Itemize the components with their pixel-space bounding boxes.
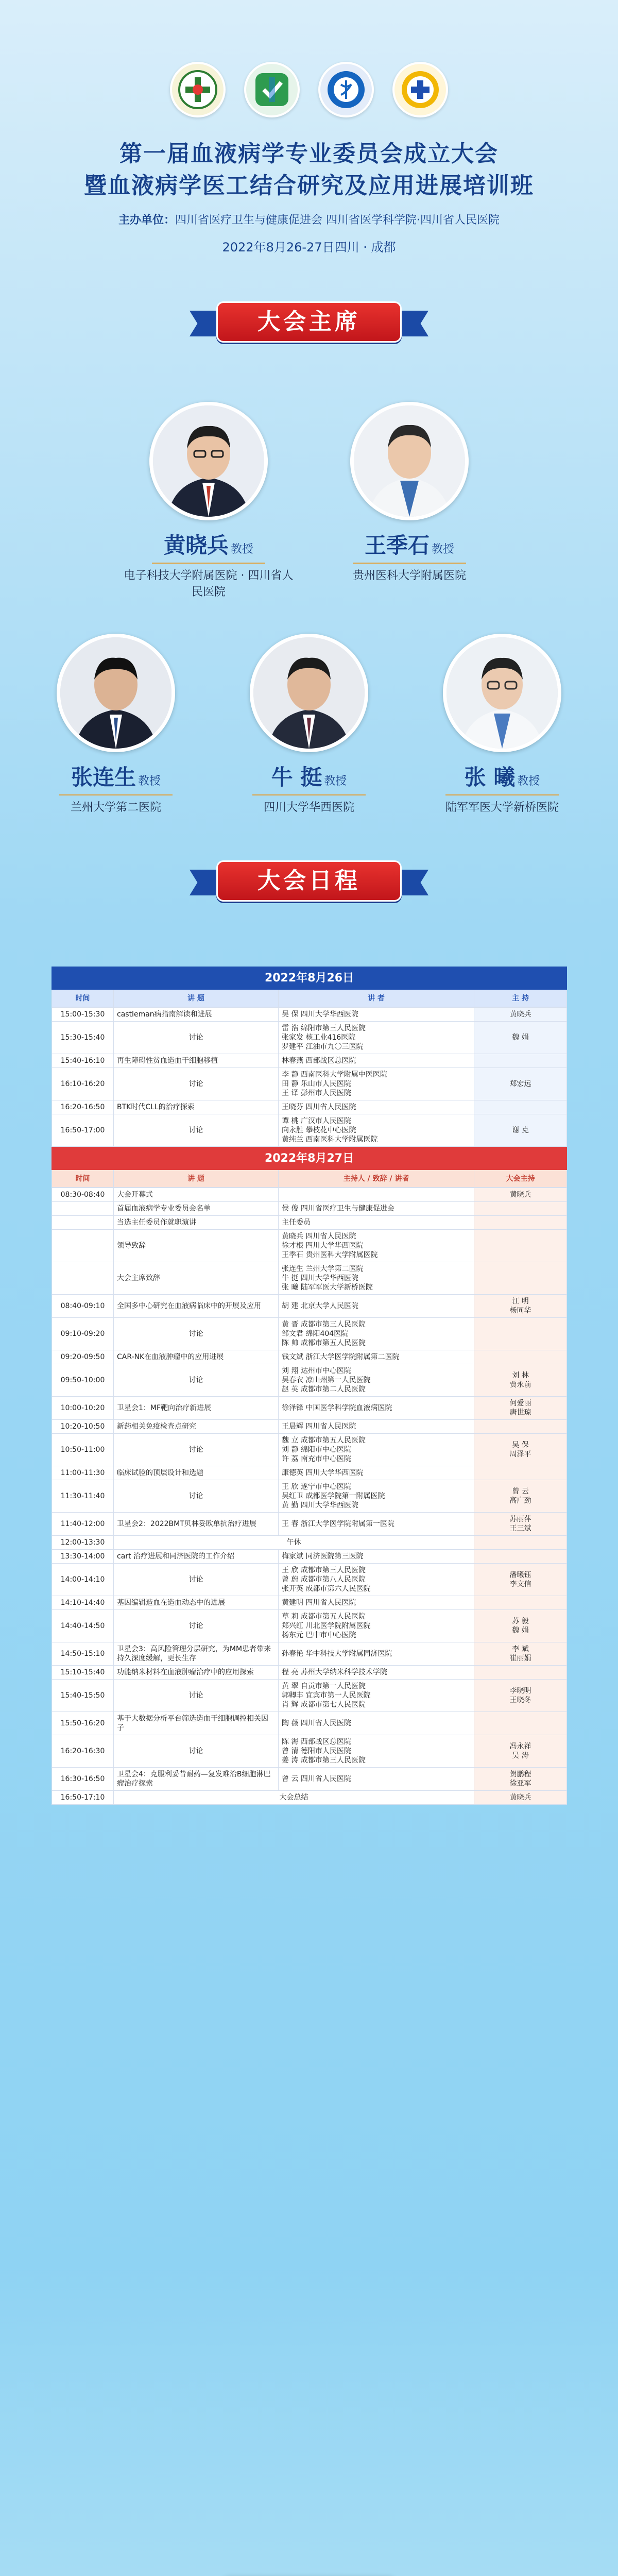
host-cell [474, 1536, 567, 1550]
chair-name: 张连生 [71, 765, 136, 790]
time-cell: 16:10-16:20 [52, 1068, 114, 1100]
host-cell: 冯永祥 吴 涛 [474, 1735, 567, 1768]
host-cell: 郑宏远 [474, 1068, 567, 1100]
day2-title: 2022年8月27日 [52, 1147, 567, 1170]
medical-society-logo-icon [318, 62, 374, 117]
chair-name: 王季石 [364, 533, 430, 558]
host-cell [474, 1230, 567, 1262]
schedule-section-banner [216, 860, 402, 902]
topic-cell: 卫星会4：克服利妥昔耐药—复发难治B细胞淋巴瘤治疗探索 [114, 1768, 279, 1791]
day2-column-headers [52, 1170, 567, 1188]
speaker-cell: 草 莉 成都市第五人民医院 郑兴红 川北医学院附属医院 杨东元 巴中市中心医院 [279, 1610, 474, 1642]
speaker-cell: 李 静 西南医科大学附属中医医院 田 静 乐山市人民医院 王 译 彭州市人民医院 [279, 1068, 474, 1100]
speaker-cell: 吴 保 四川大学华西医院 [279, 1008, 474, 1022]
chair-role: 教授 [517, 775, 540, 788]
table-row [52, 1350, 567, 1364]
table-row [52, 1666, 567, 1680]
topic-cell: 讨论 [114, 1480, 279, 1513]
speaker-cell: 王晓芬 四川省人民医院 [279, 1100, 474, 1114]
topic-cell: 讨论 [114, 1364, 279, 1397]
host-cell: 魏 娟 [474, 1022, 567, 1054]
column-header: 时间 [52, 990, 114, 1007]
time-cell: 16:50-17:10 [52, 1791, 114, 1805]
host-cell [474, 1712, 567, 1735]
topic-cell: 讨论 [114, 1318, 279, 1350]
host-cell: 江 明 杨同华 [474, 1295, 567, 1318]
column-header: 主持人 / 致辞 / 讲者 [279, 1170, 474, 1188]
table-row [52, 1364, 567, 1397]
topic-cell: BTK时代CLL的治疗探索 [114, 1100, 279, 1114]
table-row [52, 1202, 567, 1216]
column-header: 主 持 [474, 990, 567, 1007]
avatar [250, 634, 368, 752]
topic-cell: 功能纳米材料在血液肿瘤治疗中的应用探索 [114, 1666, 279, 1680]
speaker-cell: 王 欣 成都市第三人民医院 曾 蔚 成都市第八人民医院 张开英 成都市第六人民医院 [279, 1564, 474, 1596]
speaker-cell: 梅家斌 同济医院第三医院 [279, 1550, 474, 1564]
chair-role: 教授 [231, 543, 254, 556]
topic-cell: 讨论 [114, 1068, 279, 1100]
topic-cell: 讨论 [114, 1022, 279, 1054]
host-cell: 苏 毅 魏 娟 [474, 1610, 567, 1642]
health-cross-logo-icon [244, 62, 300, 117]
table-row [52, 1735, 567, 1768]
column-header: 讲 题 [114, 1170, 279, 1188]
chair-card [415, 634, 590, 816]
time-cell: 16:20-16:30 [52, 1735, 114, 1768]
topic-cell: 午休 [114, 1536, 474, 1550]
chair-org: 贵州医科大学附属医院 [352, 569, 466, 582]
schedule-section-title: 大会日程 [258, 868, 360, 894]
organizer-value: 四川省医疗卫生与健康促进会 四川省医学科学院·四川省人民医院 [175, 214, 500, 227]
host-cell [474, 1262, 567, 1295]
time-cell: 12:00-13:30 [52, 1536, 114, 1550]
table-row [52, 1216, 567, 1230]
table-row [52, 1513, 567, 1536]
avatar [443, 634, 561, 752]
table-row [52, 1022, 567, 1054]
table-row [52, 1318, 567, 1350]
topic-cell: 卫星会1：MF靶向治疗新进展 [114, 1397, 279, 1420]
table-row [52, 1230, 567, 1262]
topic-cell: 讨论 [114, 1434, 279, 1466]
time-cell [52, 1202, 114, 1216]
topic-cell: 当选主任委员作就职演讲 [114, 1216, 279, 1230]
table-row [52, 1262, 567, 1295]
topic-cell: 大会总结 [114, 1791, 474, 1805]
event-title-line1: 第一届血液病学专业委员会成立大会 [119, 141, 499, 167]
table-row [52, 1008, 567, 1022]
topic-cell: 讨论 [114, 1610, 279, 1642]
event-date: 2022年8月26-27日四川 · 成都 [222, 240, 396, 255]
speaker-cell: 张连生 兰州大学第二医院 牛 挺 四川大学华西医院 张 曦 陆军军医大学新桥医院 [279, 1262, 474, 1295]
topic-cell: 基于大数据分析平台筛选造血干细胞调控相关因子 [114, 1712, 279, 1735]
chair-org: 电子科技大学附属医院 · 四川省人民医院 [124, 569, 294, 599]
avatar [350, 402, 469, 520]
time-cell: 14:50-15:10 [52, 1642, 114, 1666]
time-cell: 11:30-11:40 [52, 1480, 114, 1513]
day1-schedule [52, 1007, 567, 1147]
host-cell: 贺鹏程 徐亚军 [474, 1768, 567, 1791]
topic-cell: 讨论 [114, 1564, 279, 1596]
schedule-table [52, 967, 566, 1805]
host-cell [474, 1054, 567, 1068]
time-cell: 11:40-12:00 [52, 1513, 114, 1536]
organizer [0, 211, 618, 227]
speaker-cell: 雷 浩 绵阳市第三人民医院 张家发 核工业416医院 罗建平 江油市九〇三医院 [279, 1022, 474, 1054]
chair-role: 教授 [324, 775, 347, 788]
host-cell: 潘曦钰 李文信 [474, 1564, 567, 1596]
chair-name: 牛 挺 [271, 765, 322, 790]
speaker-cell: 孙春艳 华中科技大学附属同济医院 [279, 1642, 474, 1666]
speaker-cell: 王晨辉 四川省人民医院 [279, 1420, 474, 1434]
table-row [52, 1114, 567, 1147]
host-cell: 吴 保 周泽平 [474, 1434, 567, 1466]
avatar [57, 634, 175, 752]
chair-card [322, 402, 497, 584]
chair-card [121, 402, 296, 601]
time-cell: 15:10-15:40 [52, 1666, 114, 1680]
table-row [52, 1550, 567, 1564]
topic-cell: 领导致辞 [114, 1230, 279, 1262]
speaker-cell: 黄 晋 成都市第三人民医院 邹文君 绵阳404医院 陈 帅 成都市第五人民医院 [279, 1318, 474, 1350]
time-cell: 10:00-10:20 [52, 1397, 114, 1420]
chairs-section-banner [216, 301, 402, 343]
host-cell: 李 斌 崔丽娟 [474, 1642, 567, 1666]
table-row [52, 1480, 567, 1513]
topic-cell: 讨论 [114, 1735, 279, 1768]
time-cell: 16:50-17:00 [52, 1114, 114, 1147]
table-row [52, 1068, 567, 1100]
table-row [52, 1434, 567, 1466]
chair-role: 教授 [432, 543, 455, 556]
speaker-cell: 黄建明 四川省人民医院 [279, 1596, 474, 1610]
host-cell [474, 1350, 567, 1364]
speaker-cell: 主任委员 [279, 1216, 474, 1230]
chair-name: 张 曦 [464, 765, 516, 790]
speaker-cell: 魏 立 成都市第五人民医院 刘 静 绵阳市中心医院 许 荔 南充市中心医院 [279, 1434, 474, 1466]
event-title-line2: 暨血液病学医工结合研究及应用进展培训班 [84, 173, 534, 199]
table-row [52, 1596, 567, 1610]
day1-header [52, 967, 567, 990]
topic-cell: 大会主席致辞 [114, 1262, 279, 1295]
time-cell: 08:30-08:40 [52, 1188, 114, 1202]
table-row [52, 1610, 567, 1642]
speaker-cell: 刘 翔 达州市中心医院 吴春衣 凉山州第一人民医院 赵 英 成都市第二人民医院 [279, 1364, 474, 1397]
topic-cell: CAR-NK在血液肿瘤中的应用进展 [114, 1350, 279, 1364]
host-cell: 黄晓兵 [474, 1008, 567, 1022]
day1-title: 2022年8月26日 [52, 967, 567, 990]
day2-header [52, 1147, 567, 1170]
topic-cell: castleman病指南解读和进展 [114, 1008, 279, 1022]
time-cell [52, 1216, 114, 1230]
day2-schedule [52, 1188, 567, 1805]
host-cell: 谢 克 [474, 1114, 567, 1147]
chair-org: 四川大学华西医院 [263, 801, 354, 814]
column-header: 讲 题 [114, 990, 279, 1007]
topic-cell: cart 治疗进展和同济医院的工作介绍 [114, 1550, 279, 1564]
time-cell [52, 1262, 114, 1295]
speaker-cell: 陈 海 西部战区总医院 曾 清 德阳市人民医院 姜 涛 成都市第三人民医院 [279, 1735, 474, 1768]
speaker-cell: 徐泽锋 中国医学科学院血液病医院 [279, 1397, 474, 1420]
speaker-cell: 黄晓兵 四川省人民医院 徐才根 四川大学华西医院 王季石 贵州医科大学附属医院 [279, 1230, 474, 1262]
topic-cell: 基因编辑造血在造血动态中的进展 [114, 1596, 279, 1610]
host-cell [474, 1596, 567, 1610]
organizer-label: 主办单位： [118, 214, 175, 227]
table-row [52, 1680, 567, 1712]
speaker-cell: 陶 薇 四川省人民医院 [279, 1712, 474, 1735]
chair-card [221, 634, 397, 816]
table-row [52, 1536, 567, 1550]
topic-cell: 新药相关免疫检查点研究 [114, 1420, 279, 1434]
host-cell: 苏丽萍 王三斌 [474, 1513, 567, 1536]
table-row [52, 1054, 567, 1068]
topic-cell: 首届血液病学专业委员会名单 [114, 1202, 279, 1216]
speaker-cell: 康德英 四川大学华西医院 [279, 1466, 474, 1480]
speaker-cell: 胡 建 北京大学人民医院 [279, 1295, 474, 1318]
speaker-cell: 林春燕 西部战区总医院 [279, 1054, 474, 1068]
column-header: 讲 者 [279, 990, 474, 1007]
host-cell: 黄晓兵 [474, 1791, 567, 1805]
host-cell [474, 1466, 567, 1480]
chairs-section-title: 大会主席 [258, 309, 360, 335]
host-cell [474, 1550, 567, 1564]
time-cell: 15:40-15:50 [52, 1680, 114, 1712]
table-row [52, 1397, 567, 1420]
table-row [52, 1642, 567, 1666]
chair-org: 陆军军医大学新桥医院 [445, 801, 559, 814]
time-cell: 16:30-16:50 [52, 1768, 114, 1791]
table-row [52, 1466, 567, 1480]
time-cell: 14:10-14:40 [52, 1596, 114, 1610]
time-cell: 08:40-09:10 [52, 1295, 114, 1318]
time-cell: 09:10-09:20 [52, 1318, 114, 1350]
column-header: 大会主持 [474, 1170, 567, 1188]
time-cell: 14:00-14:10 [52, 1564, 114, 1596]
time-cell: 15:00-15:30 [52, 1008, 114, 1022]
topic-cell: 卫星会2：2022BMT贝林妥欧单抗治疗进展 [114, 1513, 279, 1536]
time-cell: 09:50-10:00 [52, 1364, 114, 1397]
topic-cell: 卫星会3：高风险管理分层研究，为MM患者带来持久深度缓解，更长生存 [114, 1642, 279, 1666]
speaker-cell: 侯 俊 四川省医疗卫生与健康促进会 [279, 1202, 474, 1216]
logo-row [0, 62, 618, 117]
host-cell: 刘 林 贾永前 [474, 1364, 567, 1397]
host-cell [474, 1216, 567, 1230]
chair-role: 教授 [138, 775, 161, 788]
host-cell [474, 1202, 567, 1216]
host-cell [474, 1100, 567, 1114]
time-cell: 15:40-16:10 [52, 1054, 114, 1068]
host-cell: 何爱丽 唐世琼 [474, 1397, 567, 1420]
speaker-cell: 王 春 浙江大学医学院附属第一医院 [279, 1513, 474, 1536]
topic-cell: 临床试验的顶层设计和选题 [114, 1466, 279, 1480]
speaker-cell: 王 欣 遂宁市中心医院 吴红卫 成都医学院第一附属医院 黄 勤 四川大学华西医院 [279, 1480, 474, 1513]
column-header: 时间 [52, 1170, 114, 1188]
table-row [52, 1188, 567, 1202]
hospital-logo-icon [392, 62, 448, 117]
host-cell [474, 1666, 567, 1680]
speaker-cell: 钱文斌 浙江大学医学院附属第二医院 [279, 1350, 474, 1364]
table-row [52, 1712, 567, 1735]
society-logo-icon [170, 62, 226, 117]
topic-cell: 讨论 [114, 1114, 279, 1147]
time-cell: 16:20-16:50 [52, 1100, 114, 1114]
time-cell: 09:20-09:50 [52, 1350, 114, 1364]
host-cell: 黄晓兵 [474, 1188, 567, 1202]
avatar [149, 402, 268, 520]
speaker-cell: 程 亮 苏州大学纳米科学技术学院 [279, 1666, 474, 1680]
host-cell: 李晓明 王晓冬 [474, 1680, 567, 1712]
chair-name: 黄晓兵 [163, 533, 229, 558]
speaker-cell: 黄 翠 自贡市第一人民医院 郭卿丰 宜宾市第一人民医院 肖 辉 成都市第七人民医院 [279, 1680, 474, 1712]
time-cell [52, 1230, 114, 1262]
chair-card [28, 634, 203, 816]
topic-cell: 全国多中心研究在血液病临床中的开展及应用 [114, 1295, 279, 1318]
speaker-cell: 谭 桃 广汉市人民医院 向永胜 攀枝花中心医院 黄纯兰 西南医科大学附属医院 [279, 1114, 474, 1147]
table-row [52, 1100, 567, 1114]
table-row [52, 1295, 567, 1318]
speaker-cell: 曾 云 四川省人民医院 [279, 1768, 474, 1791]
topic-cell: 讨论 [114, 1680, 279, 1712]
event-title [0, 138, 618, 202]
time-cell: 11:00-11:30 [52, 1466, 114, 1480]
table-row [52, 1791, 567, 1805]
time-cell: 10:50-11:00 [52, 1434, 114, 1466]
time-cell: 10:20-10:50 [52, 1420, 114, 1434]
table-row [52, 1564, 567, 1596]
topic-cell: 大会开幕式 [114, 1188, 279, 1202]
time-cell: 15:50-16:20 [52, 1712, 114, 1735]
day1-column-headers [52, 990, 567, 1007]
time-cell: 14:40-14:50 [52, 1610, 114, 1642]
host-cell [474, 1420, 567, 1434]
table-row [52, 1420, 567, 1434]
host-cell: 曾 云 高广劲 [474, 1480, 567, 1513]
topic-cell: 再生障碍性贫血造血干细胞移植 [114, 1054, 279, 1068]
time-cell: 13:30-14:00 [52, 1550, 114, 1564]
host-cell [474, 1318, 567, 1350]
speaker-cell [279, 1188, 474, 1202]
chair-org: 兰州大学第二医院 [70, 801, 161, 814]
time-cell: 15:30-15:40 [52, 1022, 114, 1054]
table-row [52, 1768, 567, 1791]
